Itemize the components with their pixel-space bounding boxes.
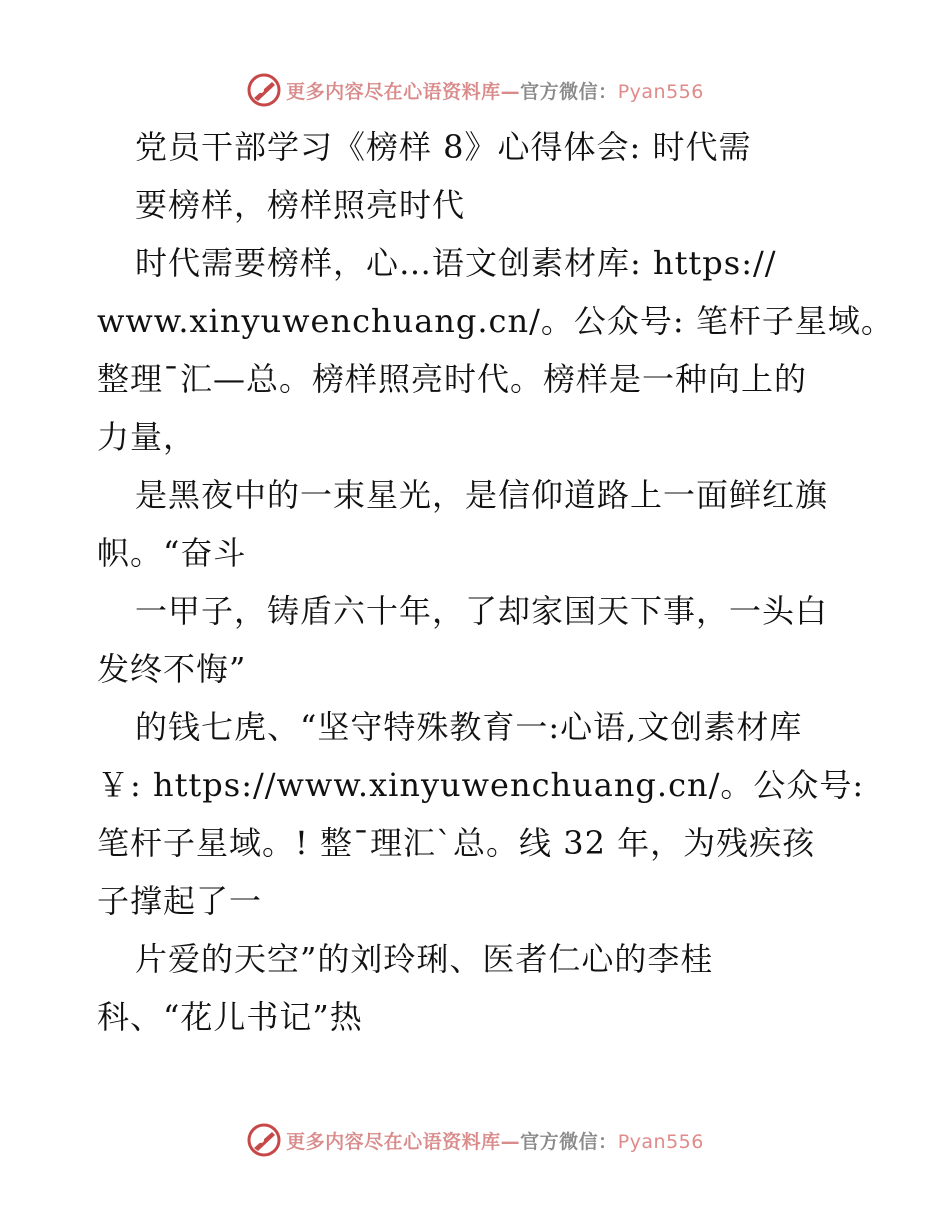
text-line: 党员干部学习《榜样 8》心得体会: 时代需 xyxy=(135,128,752,166)
document-body xyxy=(97,118,894,1046)
banner-main-text: 更多内容尽在心语资料库 xyxy=(286,1130,501,1153)
banner-separator: — xyxy=(500,80,521,103)
banner-label: 官方微信： xyxy=(520,1130,618,1153)
text-line: 子撑起了一 xyxy=(97,882,263,920)
text-line: 笔杆子星域。! 整¯理汇`总。线 32 年，为残疾孩 xyxy=(97,824,816,862)
text-line: 帜。“奋斗 xyxy=(97,534,247,572)
text-line: 力量， xyxy=(97,418,197,456)
text-line: 片爱的天空”的刘玲琍、医者仁心的李桂 xyxy=(135,940,714,978)
brand-logo-icon xyxy=(246,1122,282,1158)
banner-separator: — xyxy=(500,1130,521,1153)
text-line: 发终不悔” xyxy=(97,650,247,688)
footer-banner xyxy=(0,1120,950,1160)
text-line: 科、“花儿书记”热 xyxy=(97,998,363,1036)
text-line: 一甲子，铸盾六十年，了却家国天下事，一头白 xyxy=(135,592,829,630)
banner-main-text: 更多内容尽在心语资料库 xyxy=(286,80,501,103)
text-line: 是黑夜中的一束星光，是信仰道路上一面鲜红旗 xyxy=(135,476,829,514)
banner-text xyxy=(286,77,704,104)
banner-wechat-id: Pyan556 xyxy=(617,1130,704,1153)
banner-label: 官方微信： xyxy=(520,80,618,103)
text-line: 要榜样，榜样照亮时代 xyxy=(135,186,466,224)
text-line: 的钱七虎、“坚守特殊教育一:心语,文创素材库 xyxy=(135,708,803,746)
text-line: ￥: https://www.xinyuwenchuang.cn/。公众号: xyxy=(97,766,865,804)
banner-text xyxy=(286,1127,704,1154)
brand-logo-icon xyxy=(246,72,282,108)
text-line: 整理¯汇—总。榜样照亮时代。榜样是一种向上的 xyxy=(97,360,808,398)
banner-wechat-id: Pyan556 xyxy=(617,80,704,103)
text-line: 时代需要榜样，心…语文创素材库: https:// xyxy=(135,244,777,282)
text-line: www.xinyuwenchuang.cn/。公众号: 笔杆子星域。 xyxy=(97,302,894,340)
header-banner xyxy=(0,70,950,110)
